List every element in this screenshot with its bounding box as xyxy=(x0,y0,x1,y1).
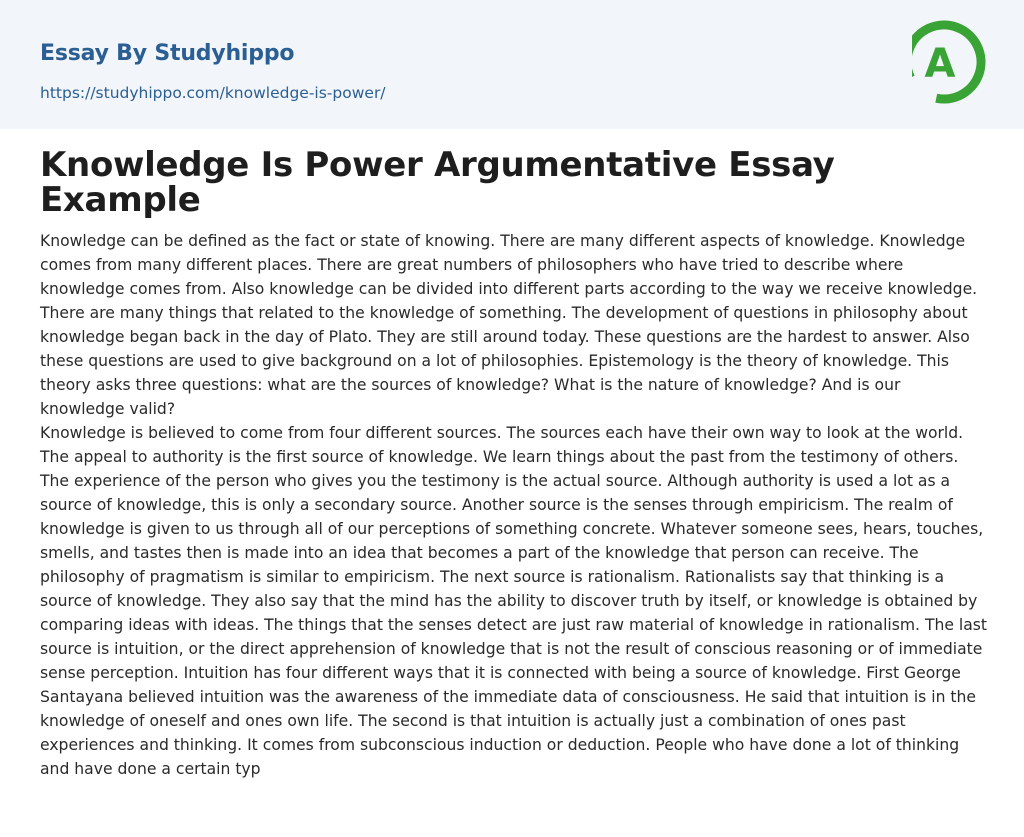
page-title: Knowledge Is Power Argumentative Essay Example xyxy=(40,145,835,220)
essay-paragraph: Knowledge is believed to come from four different sources. The sources each have their own way to look at the world. The appeal to authority is the first source of knowledge. We learn things about the past from the testimony of others. The experience of the person who gives you the testimony is the actual source. Although authority is used a lot as a source of knowledge, this is only a secondary source. Another source is the senses through empiricism. The realm of knowledge is given to us through all of our perceptions of something concrete. Whatever someone sees, hears, touches, smells, and tastes then is made into an idea that becomes a part of the knowledge that person can receive. The philosophy of pragmatism is similar to empiricism. The next source is rationalism. Rationalists say that thinking is a source of knowledge. They also say that the mind has the ability to discover truth by itself, or knowledge is obtained by comparing ideas with ideas. The things that the senses detect are just raw material of knowledge in rationalism. The last source is intuition, or the direct apprehension of knowledge that is not the result of conscious reasoning or of immediate sense perception. Intuition has four different ways that it is connected with being a source of knowledge. First George Santayana believed intuition was the awareness of the immediate data of consciousness. He said that intuition is in the knowledge of oneself and ones own life. The second is that intuition is actually just a combination of ones past experiences and thinking. It comes from subconscious induction or deduction. People who have done a lot of thinking and have done a certain typ xyxy=(40,424,988,778)
site-header xyxy=(0,0,1024,129)
logo-letter: A xyxy=(924,41,956,87)
brand-title[interactable]: Essay By Studyhippo xyxy=(40,41,295,66)
essay-url-link[interactable]: https://studyhippo.com/knowledge-is-power/ xyxy=(40,84,386,102)
studyhippo-a-logo-icon[interactable] xyxy=(912,19,986,105)
essay-body xyxy=(40,229,988,781)
essay-paragraph: Knowledge can be defined as the fact or state of knowing. There are many different aspects of knowledge. Knowledge comes from many different places. There are great numbers of philosophers who have tried to describe where knowledge comes from. Also knowledge can be divided into different parts according to the way we receive knowledge. There are many things that related to the knowledge of something. The development of questions in philosophy about knowledge began back in the day of Plato. They are still around today. These questions are the hardest to answer. Also these questions are used to give background on a lot of philosophies. Epistemology is the theory of knowledge. This theory asks three questions: what are the sources of knowledge? What is the nature of knowledge? And is our knowledge valid? xyxy=(40,232,978,418)
